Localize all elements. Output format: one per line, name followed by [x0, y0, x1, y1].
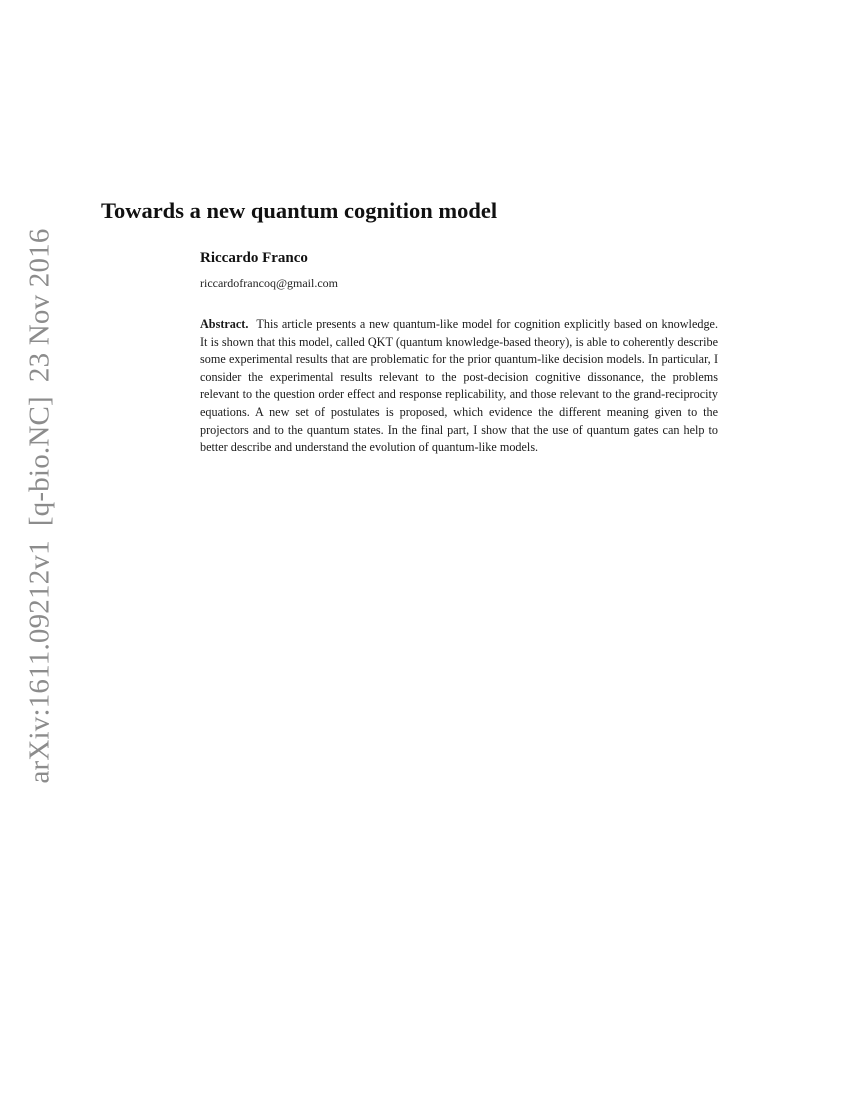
- arxiv-id: arXiv:1611.09212v1: [23, 540, 56, 784]
- arxiv-identifier-stamp: [24, 228, 57, 783]
- abstract-label: Abstract.: [200, 317, 249, 331]
- author-email: riccardofrancoq@gmail.com: [200, 276, 338, 290]
- abstract-text: This article presents a new quantum-like model for cognition explicitly based on knowledge. It is shown that this model, called QKT (quantum knowledge-based theory), is able to coherently describe some experimental results that are problematic for the prior quantum-like decision models. In particular, I consider the experimental results relevant to the post-decision cognitive dissonance, the problems relevant to the question order effect and response replicability, and those relevant to the grand-reciprocity equations. A new set of postulates is proposed, which evidence the different meaning given to the projectors and to the quantum states. In the final part, I show that the use of quantum gates can help to better describe and understand the evolution of quantum-like models.: [200, 317, 718, 455]
- arxiv-category: [q-bio.NC]: [23, 396, 56, 527]
- paper-title: Towards a new quantum cognition model: [101, 198, 498, 223]
- arxiv-date: 23 Nov 2016: [23, 228, 56, 383]
- author-name: Riccardo Franco: [200, 250, 308, 266]
- abstract: [200, 316, 718, 457]
